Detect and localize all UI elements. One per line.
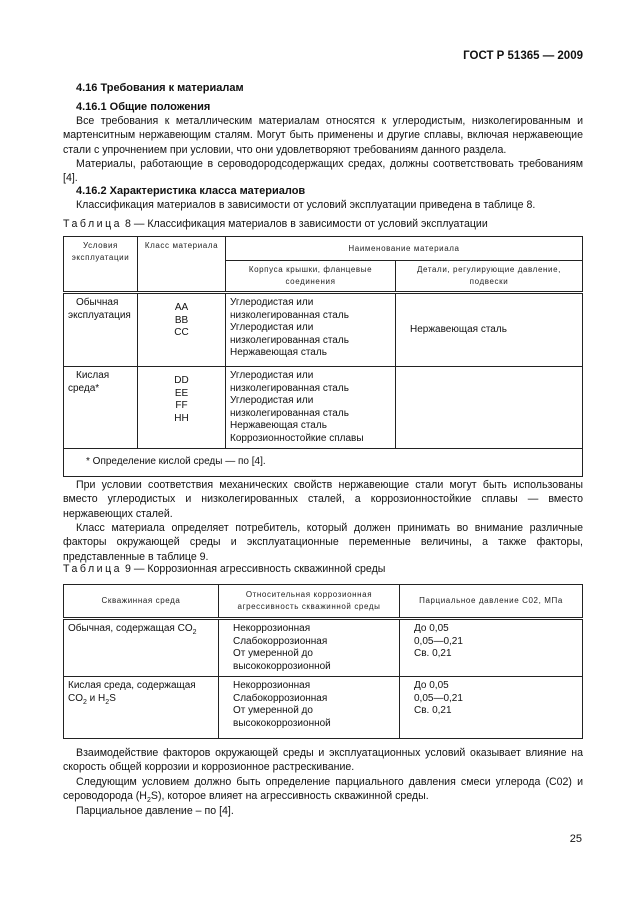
pressure-range: Св. 0,21 [414,648,452,659]
paragraph: Все требования к металлическим материалам относятся к углеродистым, низколегированным и мартенситным нержавеющим сталям. Могут быть применены и другие сплавы, включая нержавеющие стали с упрочнением при условии, что они удовлетворяют требованиям данного раздела. [63,115,583,156]
aggr-level: Некоррозионная [233,623,311,634]
table-caption: Таблица 9 — Коррозионная агрессивность скважинной среды [63,563,386,575]
subsection-heading: 4.16.2 Характеристика класса материалов [76,185,306,197]
aggr-level: Слабокоррозионная [233,635,328,647]
subsection-heading: 4.16.1 Общие положения [76,101,211,113]
material: Углеродистая или низколегированная сталь [230,370,349,394]
cell-conditions: Обычная эксплуатация [64,293,138,367]
material: Углеродистая или низколегированная сталь [230,322,349,346]
class-code: CC [174,327,189,338]
material: Нержавеющая сталь [230,420,327,431]
class-code: AA [174,302,189,313]
class-code: DD [174,375,189,386]
page-number: 25 [569,833,582,845]
class-code: BB [174,314,189,326]
header-body: Корпуса крышки, фланцевые соединения [226,261,396,293]
pressure-range: 0,05—0,21 [414,635,463,647]
material: Коррозионностойкие сплавы [230,432,364,444]
aggr-level: Слабокоррозионная [233,692,328,704]
paragraph: Парциальное давление – по [4]. [76,805,234,817]
pressure-range: 0,05—0,21 [414,692,463,704]
header-environment: Скважинная среда [64,585,219,619]
pressure-range: До 0,05 [414,680,449,691]
table-row [64,619,583,677]
class-code: EE [174,387,189,399]
material: Углеродистая или низколегированная сталь [230,395,349,419]
aggr-level: От умеренной до высококоррозионной [233,648,331,672]
corrosion-table [63,584,583,739]
section-heading: 4.16 Требования к материалам [76,82,244,94]
document-header: ГОСТ Р 51365 — 2009 [463,50,583,62]
table-row [64,293,583,367]
cell-parts: Нержавеющая сталь [396,293,583,367]
cell-parts [396,367,583,449]
header-aggressiveness: Относительная коррозионная агрессивность скважинной среды [219,585,400,619]
paragraph: Следующим условием должно быть определение парциального давления смеси углерода (С02) и сероводорода $(H_2S)$, которое влияет на агрессивность скважинной среды. [63,776,583,805]
header-conditions: Условия эксплуатации [64,237,138,293]
aggr-level: Некоррозионная [233,680,311,691]
cell-environment: Кислая среда, содержащая $CO_2$ и $H_2S$ [64,677,219,739]
header-class: Класс материала [138,237,226,293]
class-code: HH [174,412,189,424]
cell-environment: Обычная, содержащая $CO_2$ [64,619,219,677]
paragraph: Материалы, работающие в сероводородсодержащих средах, должны соответствовать требованиям [4]. [63,158,583,185]
pressure-range: Св. 0,21 [414,705,452,716]
pressure-range: До 0,05 [414,623,449,634]
table-footnote: * Определение кислой среды — по [4]. [64,449,583,477]
paragraph: Взаимодействие факторов окружающей среды и эксплуатационных условий оказывает влияние на скорость общей коррозии и коррозионное растрескивание. [63,747,583,774]
table-row [64,367,583,449]
paragraph: При условии соответствия механических свойств нержавеющие стали могут быть использованы вместо углеродистых и низколегированных сталей, а коррозионностойкие сплавы — вместо нержавеющих сталей. [63,479,583,520]
table-caption: Таблица 8 — Классификация материалов в зависимости от условий эксплуатации [63,218,488,230]
aggr-level: От умеренной до высококоррозионной [233,705,331,729]
material: Углеродистая или низколегированная сталь [230,297,349,321]
class-code: FF [175,400,188,411]
header-material-name: Наименование материала [226,237,583,261]
cell-conditions: Кислая среда* [64,367,138,449]
header-pressure: Парциальное давление С02, МПа [400,585,583,619]
paragraph: Класс материала определяет потребитель, который должен принимать во внимание различные факторы окружающей среды и эксплуатационные переменные величины, а также факторы, представленные в таблице 9. [63,522,583,563]
materials-table [63,236,583,477]
table-row [64,677,583,739]
header-parts: Детали, регулирующие давление, подвески [396,261,583,293]
paragraph: Классификация материалов в зависимости от условий эксплуатации приведена в таблице 8. [76,199,536,211]
material: Нержавеющая сталь [230,347,327,358]
